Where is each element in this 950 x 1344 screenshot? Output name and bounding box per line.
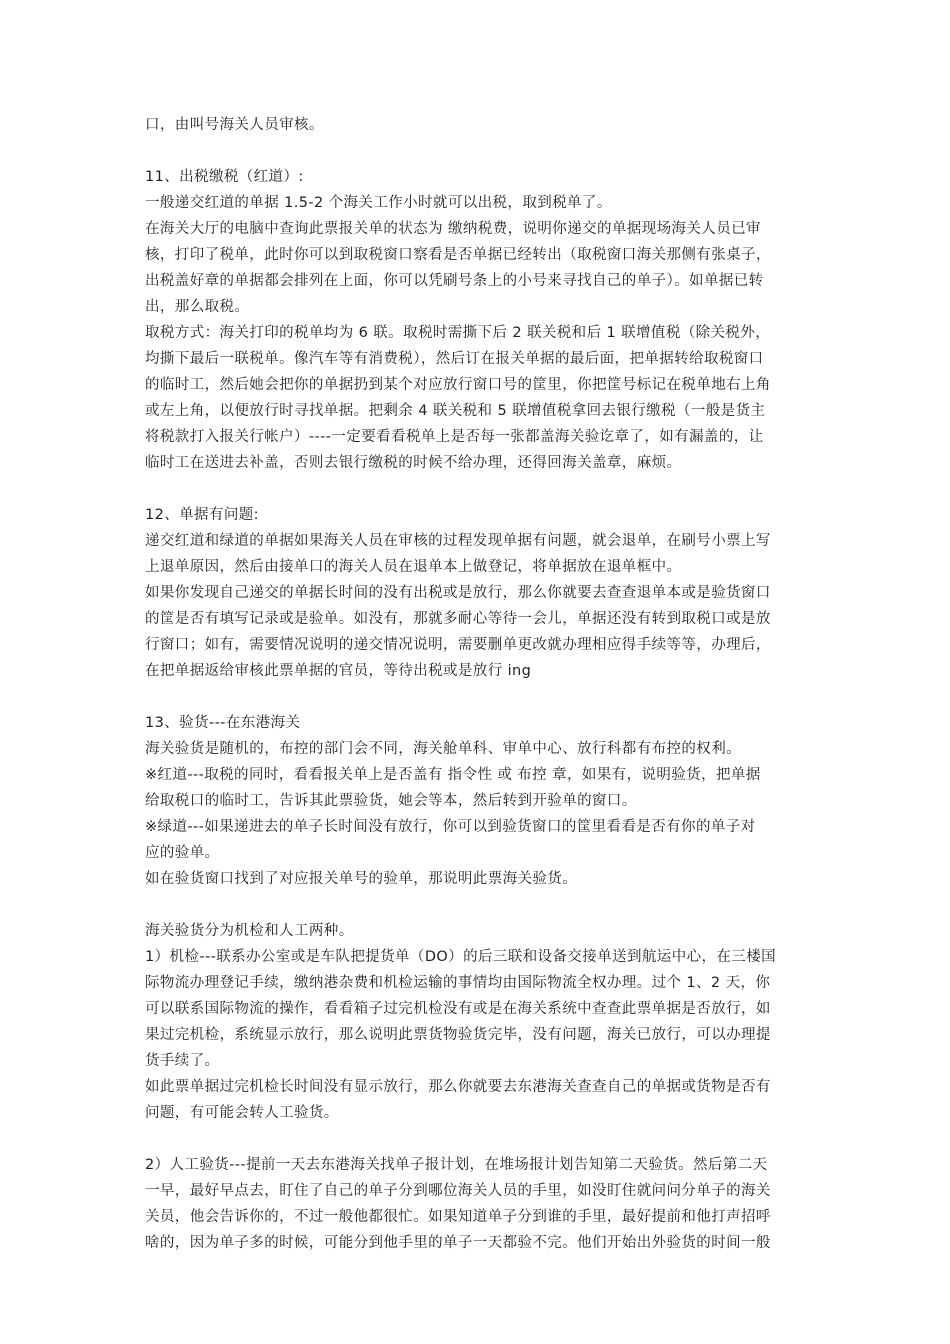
text-line: 将税款打入报关行帐户）----一定要看看税单上是否每一张都盖海关验讫章了，如有漏盖的，让	[145, 429, 764, 445]
text-line: 一早，最好早点去，盯住了自己的单子分到哪位海关人员的手里，如没盯住就问问分单子的海关	[145, 1183, 771, 1199]
text-line: 均撕下最后一联税单。像汽车等有消费税），然后订在报关单据的最后面，把单据转给取税窗口	[145, 351, 764, 367]
text-line: 如果你发现自己递交的单据长时间的没有出税或是放行，那么你就要去查查退单本或是验货窗口	[145, 585, 771, 601]
text-line: 12、单据有问题:	[145, 507, 259, 523]
document-page	[145, 112, 807, 1256]
text-line: 2）人工验货---提前一天去东港海关找单子报计划，在堆场报计划告知第二天验货。然后第二天	[145, 1157, 768, 1173]
text-line: 的临时工，然后她会把你的单据扔到某个对应放行窗口号的筐里，你把筐号标记在税单地右上角	[145, 377, 771, 393]
text-line: 海关验货是随机的，布控的部门会不同，海关舱单科、审单中心、放行科都有布控的权利。	[145, 741, 741, 757]
text-line: 或左上角，以便放行时寻找单据。把剩余 4 联关税和 5 联增值税拿回去银行缴税（一般是货主	[145, 403, 766, 419]
paragraph-spacer	[145, 1126, 807, 1152]
text-line: 递交红道和绿道的单据如果海关人员在审核的过程发现单据有问题，就会退单，在刷号小票上写	[145, 533, 771, 549]
paragraph-spacer	[145, 684, 807, 710]
text-line: 在海关大厅的电脑中查询此票报关单的状态为 缴纳税费，说明你递交的单据现场海关人员已审	[145, 221, 761, 237]
text-line: 1）机检---联系办公室或是车队把提货单（DO）的后三联和设备交接单送到航运中心，在三楼国	[145, 949, 776, 965]
text-line: 取税方式：海关打印的税单均为 6 联。取税时需撕下后 2 联关税和后 1 联增值税（除关税外，	[145, 325, 771, 341]
text-line: 关员，他会告诉你的，不过一般他都很忙。如果知道单子分到谁的手里，最好提前和他打声招呼	[145, 1209, 771, 1225]
text-line: 上退单原因，然后由接单口的海关人员在退单本上做登记，将单据放在退单框中。	[145, 559, 682, 575]
text-line: 货手续了。	[145, 1053, 220, 1069]
text-line: 际物流办理登记手续，缴纳港杂费和机检运输的事情均由国际物流全权办理。过个 1、2 天，你	[145, 975, 771, 991]
text-line: ※绿道---如果递进去的单子长时间没有放行，你可以到验货窗口的筐里看看是否有你的单子对	[145, 819, 756, 835]
text-line: 问题，有可能会转人工验货。	[145, 1105, 339, 1121]
text-line: 给取税口的临时工，告诉其此票验货，她会等本，然后转到开验单的窗口。	[145, 793, 637, 809]
text-line: 海关验货分为机检和人工两种。	[145, 923, 354, 939]
text-line: 出税盖好章的单据都会排列在上面，你可以凭刷号条上的小号来寻找自己的单子）。如单据已转	[145, 273, 764, 289]
paragraph-spacer	[145, 892, 807, 918]
text-line: 一般递交红道的单据 1.5-2 个海关工作小时就可以出税，取到税单了。	[145, 195, 612, 211]
text-line: 行窗口；如有，需要情况说明的递交情况说明，需要删单更改就办理相应得手续等等，办理后，	[145, 637, 771, 653]
text-line: 核，打印了税单，此时你可以到取税窗口察看是否单据已经转出（取税窗口海关那侧有张桌子，	[145, 247, 771, 263]
text-line: 如此票单据过完机检长时间没有显示放行，那么你就要去东港海关查查自己的单据或货物是否有	[145, 1079, 771, 1095]
text-line: 出，那么取税。	[145, 299, 250, 315]
text-line: 11、出税缴税（红道）:	[145, 169, 304, 185]
paragraph-spacer	[145, 476, 807, 502]
text-line: 的筐是否有填写记录或是验单。如没有，那就多耐心等待一会儿，单据还没有转到取税口或是放	[145, 611, 771, 627]
text-line: 可以联系国际物流的操作，看看箱子过完机检没有或是在海关系统中查查此票单据是否放行，如	[145, 1001, 771, 1017]
text-line: 临时工在送进去补盖，否则去银行缴税的时候不给办理，还得回海关盖章，麻烦。	[145, 455, 682, 471]
text-line: 啥的，因为单子多的时候，可能分到他手里的单子一天都验不完。他们开始出外验货的时间一般	[145, 1235, 771, 1251]
text-line: 果过完机检，系统显示放行，那么说明此票货物验货完毕，没有问题，海关已放行，可以办理提	[145, 1027, 771, 1043]
text-line: 13、验货---在东港海关	[145, 715, 301, 731]
text-line: 在把单据返给审核此票单据的官员，等待出税或是放行 ing	[145, 663, 532, 679]
text-line: 如在验货窗口找到了对应报关单号的验单，那说明此票海关验货。	[145, 871, 578, 887]
text-line: ※红道---取税的同时，看看报关单上是否盖有 指令性 或 布控 章，如果有，说明验货，把单据	[145, 767, 761, 783]
text-line: 口，由叫号海关人员审核。	[145, 117, 324, 133]
paragraph-spacer	[145, 138, 807, 164]
text-line: 应的验单。	[145, 845, 220, 861]
